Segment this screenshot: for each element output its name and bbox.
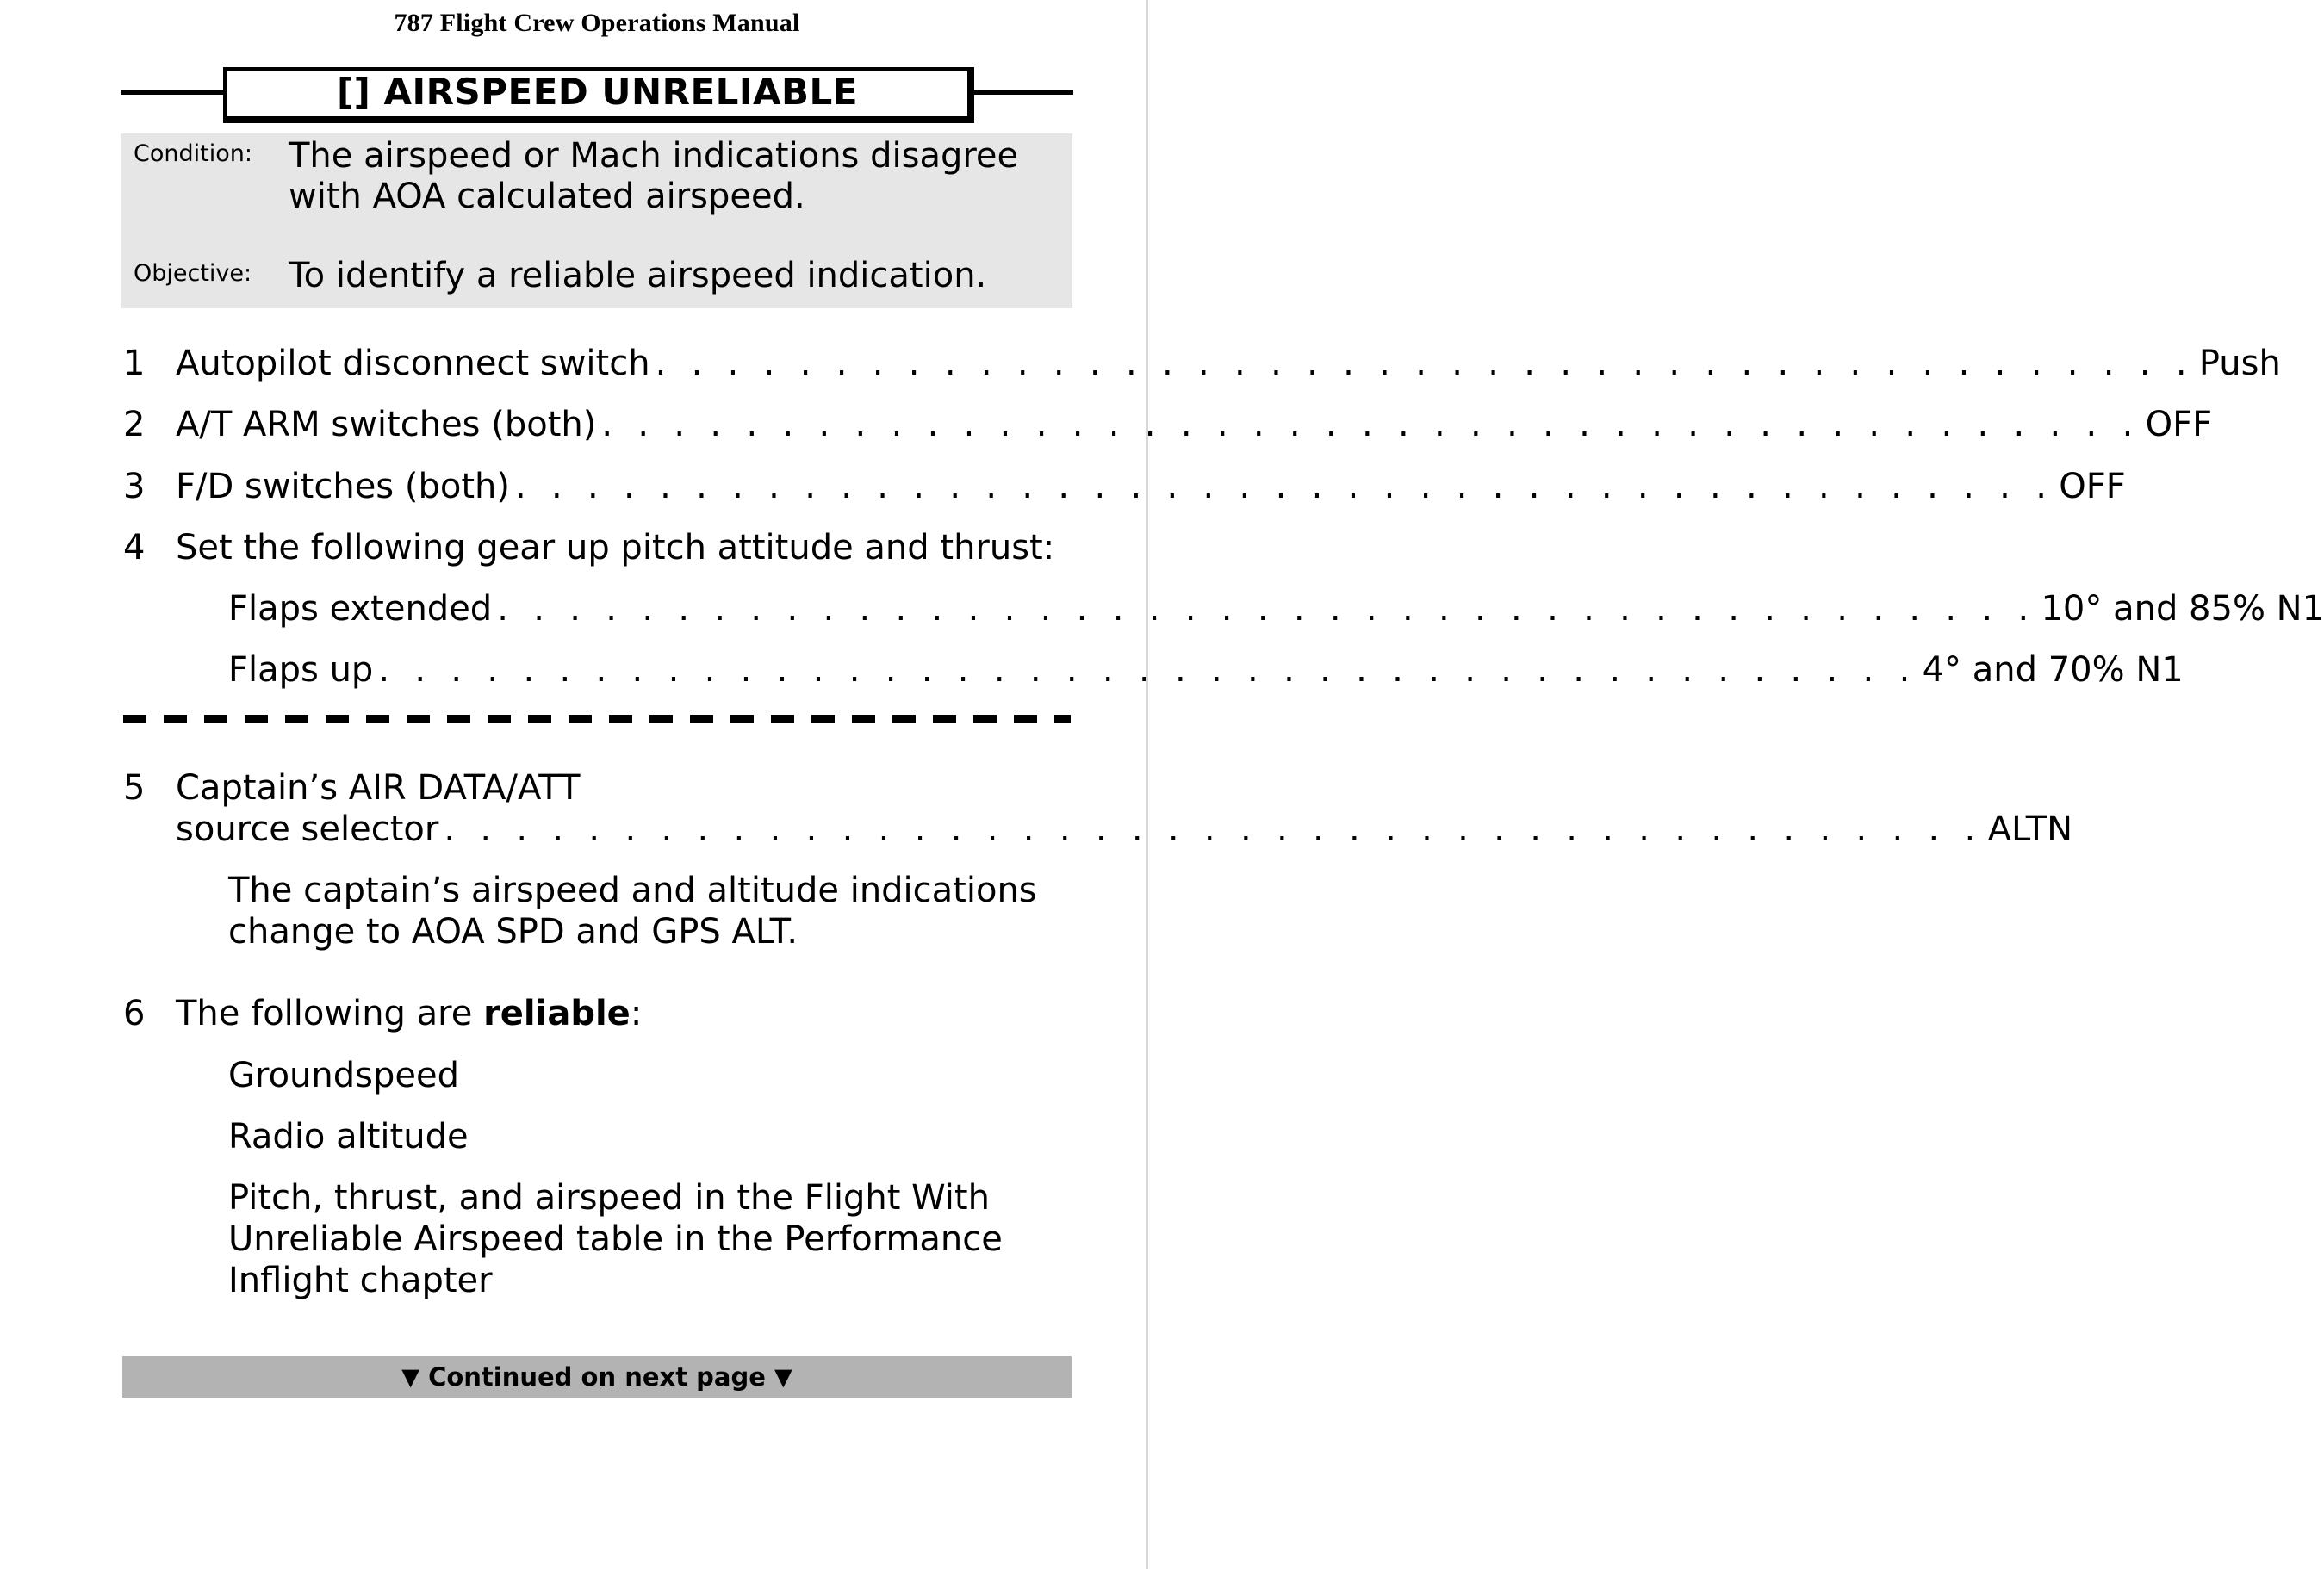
step-5-text-line-1: Captain’s AIR DATA/ATT (176, 768, 581, 808)
step-5-note-line-1: The captain’s airspeed and altitude indications (228, 871, 1037, 910)
step-2-text: A/T ARM switches (both) (176, 405, 597, 444)
dashed-divider (123, 715, 1071, 723)
dot-leader: . . . . . . . . . . . . . . . . . . . . . . . . . . . . . . . . . . . . . . . . . . . (378, 650, 1917, 690)
condition-line-1: The airspeed or Mach indications disagree (289, 136, 1019, 176)
step-3 (176, 466, 2126, 507)
step-6-item-3-line-3: Inflight chapter (228, 1261, 493, 1300)
dot-leader: . . . . . . . . . . . . . . . . . . . . . . . . . . . . . . . . . . . . . . . . . . . (444, 809, 1983, 849)
step-5-number: 5 (123, 768, 146, 808)
step-5-text-line-2: source selector (176, 809, 439, 849)
down-triangle-icon: ▼ (774, 1363, 792, 1391)
step-2-value: OFF (2145, 405, 2213, 444)
page-edge (1146, 0, 1148, 1569)
step-4-subitem-text: Flaps up (228, 650, 374, 690)
step-5-value: ALTN (1987, 809, 2073, 849)
step-3-value: OFF (2059, 467, 2126, 506)
step-6-item: Radio altitude (228, 1117, 469, 1157)
step-5-note-line-2: change to AOA SPD and GPS ALT. (228, 912, 798, 952)
step-6-text-before: The following are (176, 994, 484, 1033)
down-triangle-icon: ▼ (401, 1363, 420, 1391)
step-6-item: Groundspeed (228, 1056, 459, 1095)
checklist-title-text: [] AIRSPEED UNRELIABLE (336, 70, 859, 113)
step-4-subitem (228, 649, 2184, 691)
step-6-number: 6 (123, 994, 146, 1033)
step-6-item-3-line-2: Unreliable Airspeed table in the Performance (228, 1219, 1003, 1259)
step-2-number: 2 (123, 405, 146, 444)
manual-title: 787 Flight Crew Operations Manual (394, 9, 800, 37)
step-1-value: Push (2198, 344, 2281, 383)
continued-banner (122, 1356, 1072, 1398)
dot-leader: . . . . . . . . . . . . . . . . . . . . . . . . . . . . . . . . . . . . . . . . . . . (514, 467, 2054, 506)
step-6-item-3-line-1: Pitch, thrust, and airspeed in the Flight With (228, 1178, 990, 1218)
step-4-subitem-value: 4° and 70% N1 (1922, 650, 2184, 690)
step-3-text: F/D switches (both) (176, 467, 510, 506)
step-1-number: 1 (123, 344, 146, 383)
step-4-subitem-value: 10° and 85% N1 (2041, 589, 2324, 629)
continued-text: Continued on next page (428, 1362, 766, 1392)
dot-leader: . . . . . . . . . . . . . . . . . . . . . . . . . . . . . . . . . . . . . . . . . . . (601, 405, 2141, 444)
dot-leader: . . . . . . . . . . . . . . . . . . . . . . . . . . . . . . . . . . . . . . . . . . . (497, 589, 2036, 629)
step-1-text: Autopilot disconnect switch (176, 344, 650, 383)
dot-leader: . . . . . . . . . . . . . . . . . . . . . . . . . . . . . . . . . . . . . . . . . . . (655, 344, 2194, 383)
title-rule-left (121, 90, 226, 95)
step-3-number: 3 (123, 467, 146, 506)
title-rule-right (972, 90, 1073, 95)
condition-line-2: with AOA calculated airspeed. (289, 177, 805, 216)
step-1 (176, 343, 2281, 384)
step-4-subitem-text: Flaps extended (228, 589, 493, 629)
step-6-text-bold: reliable (483, 994, 631, 1033)
step-6-text (176, 993, 642, 1034)
objective-label: Objective: (134, 260, 252, 287)
step-2 (176, 404, 2213, 445)
step-4-subitem (228, 588, 2324, 629)
step-4-number: 4 (123, 528, 146, 567)
objective-text: To identify a reliable airspeed indication. (289, 256, 987, 295)
step-5 (176, 809, 2073, 850)
step-4-text: Set the following gear up pitch attitude and thrust: (176, 528, 1055, 567)
step-6-text-after: : (630, 994, 643, 1033)
condition-label: Condition: (134, 140, 252, 167)
checklist-title (223, 67, 974, 123)
